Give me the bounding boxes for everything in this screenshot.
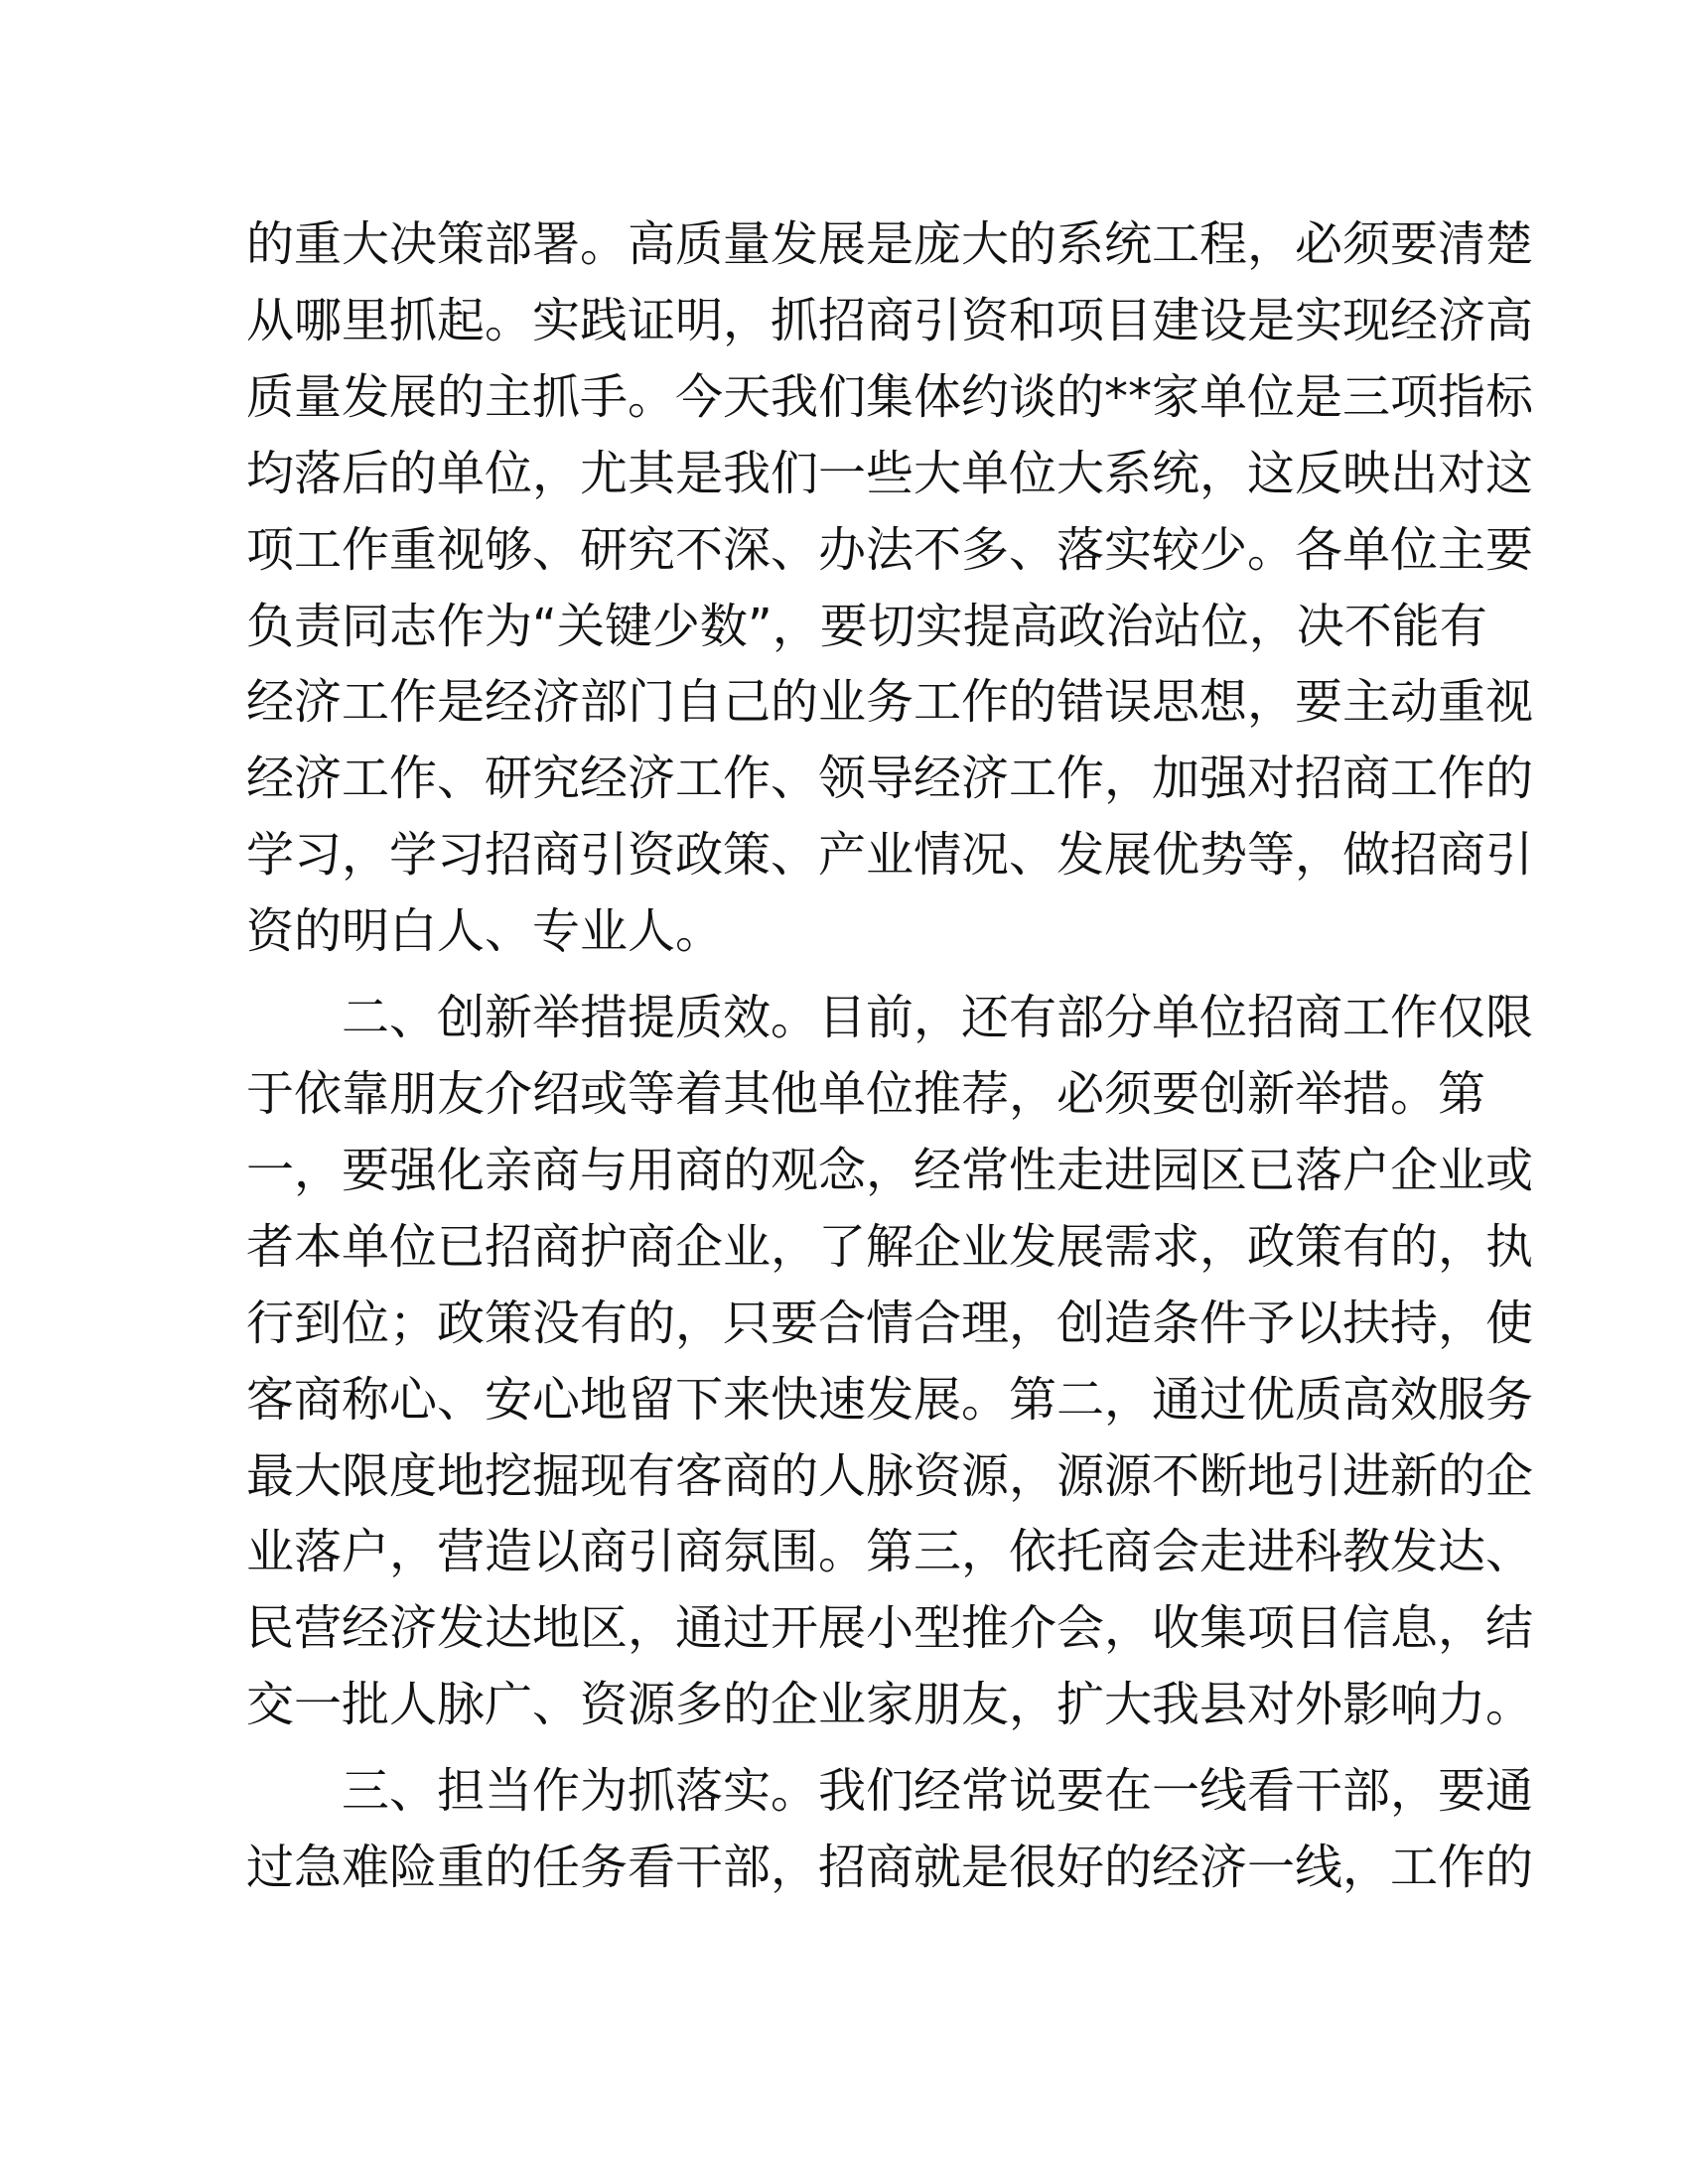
text-line: 行到位；政策没有的，只要合情合理，创造条件予以扶持，使 [246, 1295, 1534, 1351]
paragraph-3 [246, 1753, 1534, 1906]
text-line: 客商称心、安心地留下来快速发展。第二，通过优质高效服务 [246, 1371, 1534, 1428]
text-line: 经济工作、研究经济工作、领导经济工作，加强对招商工作的 [246, 751, 1534, 807]
text-line: 质量发展的主抓手。今天我们集体约谈的**家单位是三项指标 [246, 368, 1534, 425]
text-line: 民营经济发达地区，通过开展小型推介会，收集项目信息，结 [246, 1600, 1534, 1657]
text-line: 最大限度地挖掘现有客商的人脉资源，源源不断地引进新的企 [246, 1447, 1534, 1504]
text-line: 过急难险重的任务看干部，招商就是很好的经济一线，工作的 [246, 1840, 1534, 1896]
text-line: 学习，学习招商引资政策、产业情况、发展优势等，做招商引 [246, 827, 1534, 884]
text-line: 业落户，营造以商引商氛围。第三，依托商会走进科教发达、 [246, 1524, 1534, 1580]
text-line: 者本单位已招商护商企业，了解企业发展需求，政策有的，执 [246, 1218, 1534, 1275]
text-line: 二、创新举措提质效。目前，还有部分单位招商工作仅限 [342, 990, 1534, 1046]
body-text [246, 206, 1534, 1916]
text-line: 资的明白人、专业人。 [246, 903, 724, 960]
text-line: 的重大决策部署。高质量发展是庞大的系统工程，必须要清楚 [246, 216, 1534, 272]
paragraph-1 [246, 206, 1534, 970]
text-line: 从哪里抓起。实践证明，抓招商引资和项目建设是实现经济高 [246, 292, 1534, 348]
text-line: 经济工作是经济部门自己的业务工作的错误思想，要主动重视 [246, 674, 1534, 731]
text-line: 一，要强化亲商与用商的观念，经常性走进园区已落户企业或 [246, 1142, 1534, 1198]
text-line: 三、担当作为抓落实。我们经常说要在一线看干部，要通 [342, 1763, 1534, 1820]
text-line: 项工作重视够、研究不深、办法不多、落实较少。各单位主要 [246, 521, 1534, 578]
text-line: 于依靠朋友介绍或等着其他单位推荐，必须要创新举措。第 [246, 1065, 1486, 1122]
paragraph-2 [246, 980, 1534, 1743]
text-line: 负责同志作为“关键少数”，要切实提高政治站位，决不能有 [246, 598, 1487, 654]
text-line: 交一批人脉广、资源多的企业家朋友，扩大我县对外影响力。 [246, 1677, 1534, 1733]
text-line: 均落后的单位，尤其是我们一些大单位大系统，这反映出对这 [246, 445, 1534, 501]
